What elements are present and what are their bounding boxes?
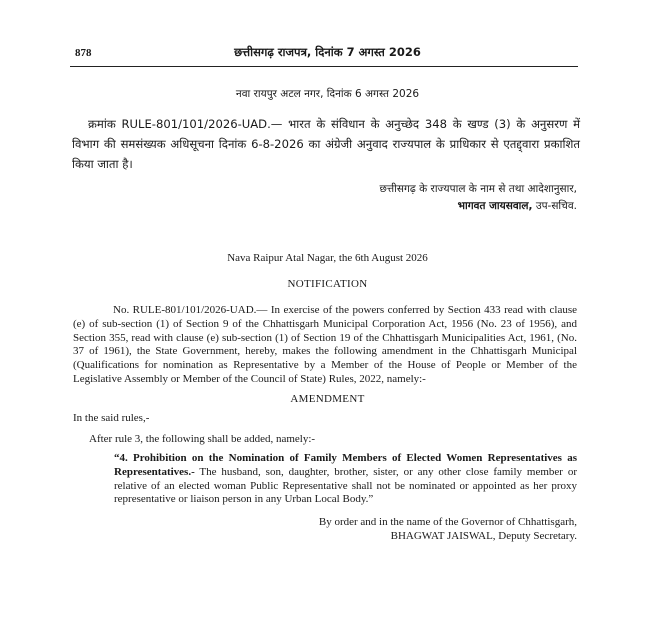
english-place-date: Nava Raipur Atal Nagar, the 6th August 2026: [227, 252, 428, 264]
header-divider: [70, 66, 578, 67]
english-signatory: BHAGWAT JAISWAL, Deputy Secretary.: [390, 530, 577, 542]
notification-body: No. RULE-801/101/2026-UAD.— In exercise of the powers conferred by Section 433 read with clause (e) of sub-section (1) of Section 9 of the Chhattisgarh Municipal Corporation Act, 1956 (No. 23 of 1956), and Section 355, read with clause (e) sub-section (1) of Section 19 of the Chhattisgarh Municipalities Act, 1961, (No. 37 of 1961), the State Government, hereby, makes the following amendment in the Chhattisgarh Municipal (Qualifications for nomination as Representative by a Member of the House of People or Member of the Legislative Assembly or Member of the Council of State) Rules, 2022, namely:-: [73, 304, 577, 385]
in-said-rules-line: In the said rules,-: [73, 412, 150, 424]
new-rule-text: The husband, son, daughter, brother, sister, or any other close family member or relative of an elected woman Public Representative shall not be nominated or appointed as her proxy representative or liaison person in any Urban Local Body.”: [114, 465, 577, 506]
hindi-signatory-designation: उप-सचिव.: [532, 200, 577, 212]
hindi-notice-body: क्रमांक RULE-801/101/2026-UAD.— भारत के संविधान के अनुच्छेद 348 के खण्ड (3) के अनुसरण में विभाग की समसंख्यक अधिसूचना दिनांक 6-8-2026 का अंग्रेजी अनुवाद राज्यपाल के प्राधिकार से एतद्द्वारा प्रकाशित किया जाता है।: [72, 117, 580, 171]
new-rule-paragraph: [114, 452, 577, 507]
amendment-heading: AMENDMENT: [290, 393, 365, 405]
new-rule-title: “4. Prohibition on the Nomination of Family Members of Elected Women Representatives as Representatives.-: [114, 452, 577, 478]
english-signature-order-line: By order and in the name of the Governor of Chhattisgarh,: [318, 516, 577, 528]
gazette-header-title: छत्तीसगढ़ राजपत्र, दिनांक 7 अगस्त 2026: [234, 45, 421, 59]
notification-heading: NOTIFICATION: [287, 278, 368, 290]
hindi-signature-order-line: छत्तीसगढ़ के राज्यपाल के नाम से तथा आदेशानुसार,: [379, 183, 577, 195]
hindi-signature-block: [458, 199, 577, 213]
page-number: 878: [75, 47, 92, 59]
hindi-place-date: नवा रायपुर अटल नगर, दिनांक 6 अगस्त 2026: [235, 88, 420, 100]
hindi-signatory-name: भागवत जायसवाल,: [457, 200, 533, 212]
after-rule-line: After rule 3, the following shall be added, namely:-: [89, 433, 316, 445]
